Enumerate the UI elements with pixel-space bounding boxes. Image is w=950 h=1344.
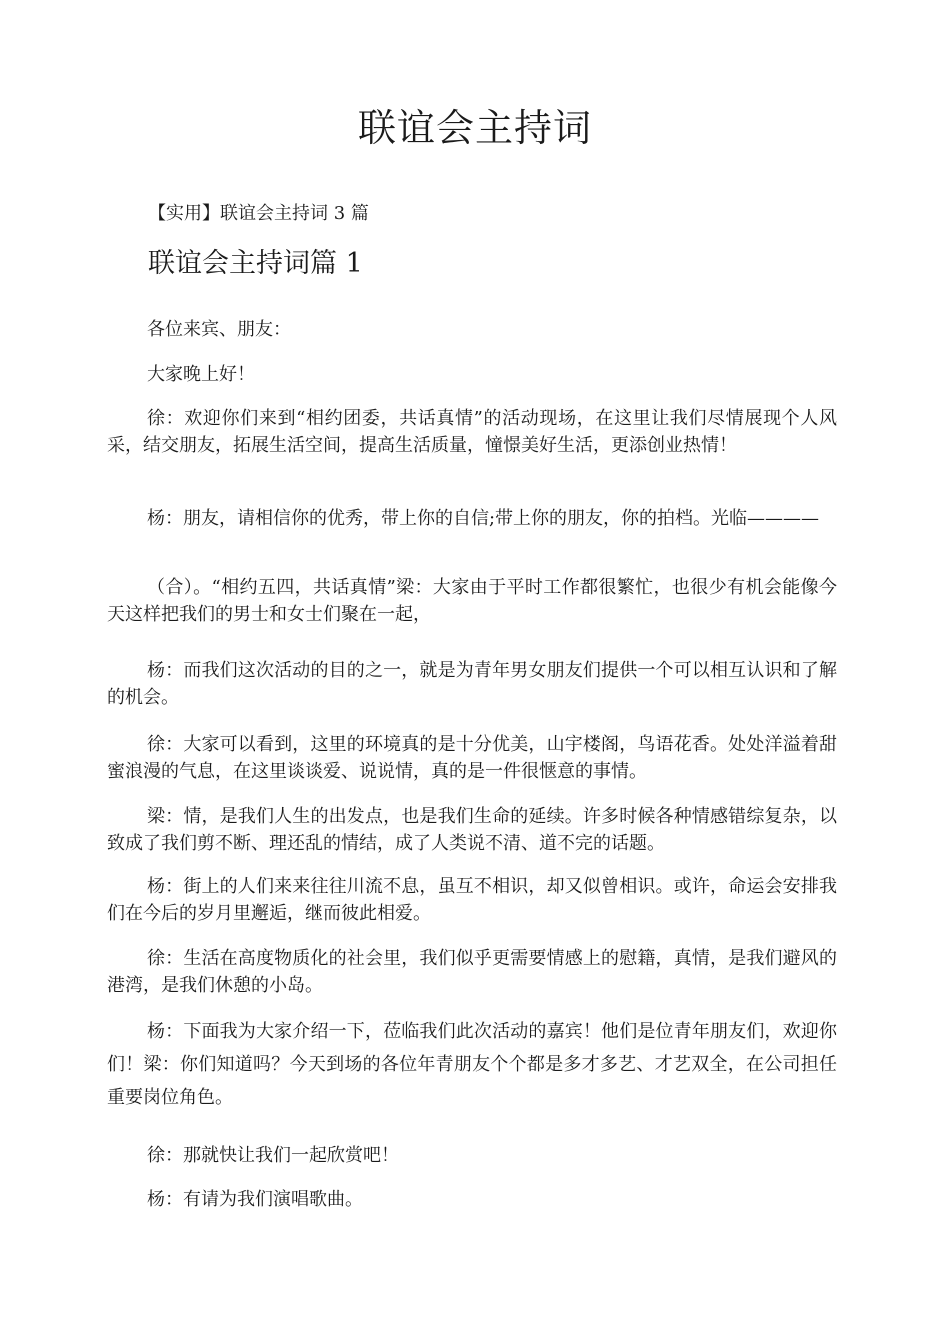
paragraph: （合）。“相约五四，共话真情”梁：大家由于平时工作都很繁忙，也很少有机会能像今天这样把我们的男士和女士们聚在一起， <box>107 577 837 625</box>
paragraph: 杨：而我们这次活动的目的之一，就是为青年男女朋友们提供一个可以相互认识和了解的机会。 <box>107 660 837 708</box>
section-heading: 联谊会主持词篇 1 <box>148 248 363 279</box>
document-subtitle: 【实用】联谊会主持词 3 篇 <box>148 203 369 224</box>
paragraph: 徐：欢迎你们来到“相约团委，共话真情”的活动现场，在这里让我们尽情展现个人风采，结交朋友，拓展生活空间，提高生活质量，憧憬美好生活，更添创业热情！ <box>107 408 837 456</box>
paragraph: 梁：情，是我们人生的出发点，也是我们生命的延续。许多时候各种情感错综复杂，以致成了我们剪不断、理还乱的情结，成了人类说不清、道不完的话题。 <box>107 806 837 854</box>
document-title: 联谊会主持词 <box>357 106 592 150</box>
paragraph: 杨：街上的人们来来往往川流不息，虽互不相识，却又似曾相识。或许，命运会安排我们在今后的岁月里邂逅，继而彼此相爱。 <box>107 876 837 924</box>
paragraph: 杨：朋友，请相信你的优秀，带上你的自信;带上你的朋友，你的拍档。光临———— <box>147 508 820 529</box>
paragraph: 杨：下面我为大家介绍一下，莅临我们此次活动的嘉宾！他们是位青年朋友们，欢迎你们！梁：你们知道吗？今天到场的各位年青朋友个个都是多才多艺、才艺双全，在公司担任重要岗位角色。 <box>107 1021 837 1108</box>
paragraph: 各位来宾、朋友： <box>147 319 291 340</box>
paragraph: 大家晚上好！ <box>147 364 255 385</box>
paragraph: 徐：那就快让我们一起欣赏吧！ <box>147 1145 399 1166</box>
paragraph: 徐：生活在高度物质化的社会里，我们似乎更需要情感上的慰籍，真情，是我们避风的港湾，是我们休憩的小岛。 <box>107 948 837 996</box>
paragraph: 徐：大家可以看到，这里的环境真的是十分优美，山宇楼阁，鸟语花香。处处洋溢着甜蜜浪漫的气息，在这里谈谈爱、说说情，真的是一件很惬意的事情。 <box>107 734 837 782</box>
paragraph: 杨：有请为我们演唱歌曲。 <box>147 1189 363 1210</box>
